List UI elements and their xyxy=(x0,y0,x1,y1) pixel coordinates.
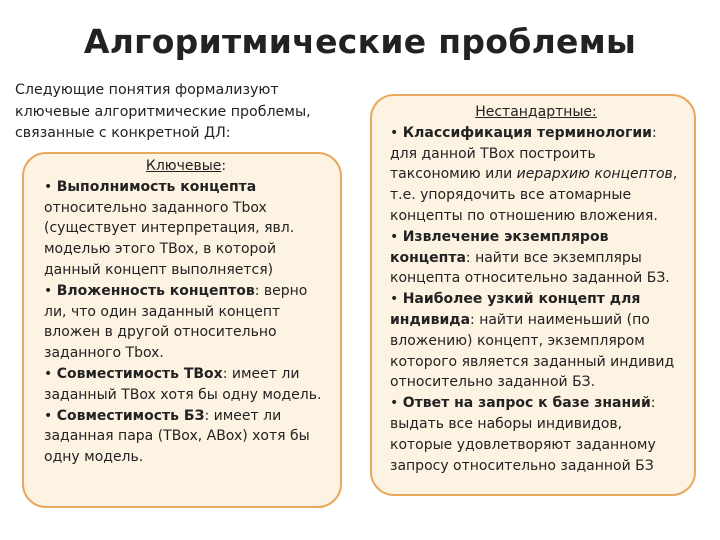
item-colon: : xyxy=(222,365,228,382)
bullet: • xyxy=(390,228,403,245)
item-term: Наиболее узкий концепт для индивида xyxy=(390,291,641,328)
key-problems-heading xyxy=(44,156,328,177)
key-heading-suffix: : xyxy=(221,158,227,174)
item-colon: : xyxy=(651,124,657,141)
key-item-concept-subsumption xyxy=(44,281,328,364)
nonstandard-item-instance-retrieval xyxy=(390,227,682,289)
item-colon: : xyxy=(470,311,475,328)
intro-text: Следующие понятия формализуют ключевые алгоритмические проблемы, связанные с конкретной ДЛ: xyxy=(15,82,311,141)
item-italic-text: иерархию концептов xyxy=(516,166,673,183)
item-term: Совместимость БЗ xyxy=(56,407,205,424)
bullet: • xyxy=(44,407,57,424)
item-term: Выполнимость концепта xyxy=(56,178,257,195)
item-term: Классификация терминологии xyxy=(402,124,652,141)
key-item-kb-consistency xyxy=(44,406,328,468)
nonstandard-heading-label: Нестандартные: xyxy=(475,104,597,120)
nonstandard-item-classification xyxy=(390,123,682,227)
bullet: • xyxy=(44,282,57,299)
key-item-concept-satisfiability xyxy=(44,177,328,281)
item-colon: : xyxy=(465,249,471,266)
item-text: относительно заданного Tbox (существует интерпретация, явл. моделью этого TBox, в которой данный концепт выполняется) xyxy=(44,199,295,278)
item-text-after: , т.е. упорядочить все атомарные концепты по отношению вложения. xyxy=(390,166,678,224)
bullet: • xyxy=(390,395,403,412)
item-text: имеет ли заданная пара (TBox, ABox) хотя бы одну модель. xyxy=(44,407,310,466)
bullet: • xyxy=(390,291,403,308)
item-term: Совместимость TBox xyxy=(56,365,223,382)
key-item-tbox-consistency xyxy=(44,364,328,406)
slide-title: Алгоритмические проблемы xyxy=(83,22,637,61)
item-term: Вложенность концептов xyxy=(56,282,255,299)
bullet: • xyxy=(44,365,57,382)
nonstandard-problems-box xyxy=(370,94,696,496)
key-heading-label: Ключевые xyxy=(145,158,222,174)
item-text: найти все экземпляры концепта относительно заданной БЗ. xyxy=(390,249,670,287)
item-text: найти наименьший (по вложению) концепт, экземпляром которого является заданный индивид относительно заданной БЗ. xyxy=(390,311,675,391)
item-colon: : xyxy=(204,407,210,424)
bullet: • xyxy=(390,124,403,141)
item-term: Извлечение экземпляров концепта xyxy=(390,228,609,266)
item-text: выдать все наборы индивидов, которые удовлетворяют заданному запросу относительно заданной БЗ xyxy=(390,415,656,474)
bullet: • xyxy=(44,178,57,195)
nonstandard-problems-heading xyxy=(390,102,682,123)
nonstandard-item-most-specific-concept xyxy=(390,289,682,393)
item-text: для данной TBox построить таксономию или xyxy=(390,145,596,183)
item-colon: : xyxy=(650,395,656,412)
item-text: имеет ли заданный TBox хотя бы одну модель. xyxy=(44,365,322,403)
nonstandard-item-query-answering xyxy=(390,393,682,476)
item-colon: : xyxy=(254,282,260,299)
item-text: верно ли, что один заданный концепт вложен в другой относительно заданного Tbox. xyxy=(44,282,308,362)
item-term: Ответ на запрос к базе знаний xyxy=(402,395,651,412)
key-problems-box xyxy=(22,152,342,508)
